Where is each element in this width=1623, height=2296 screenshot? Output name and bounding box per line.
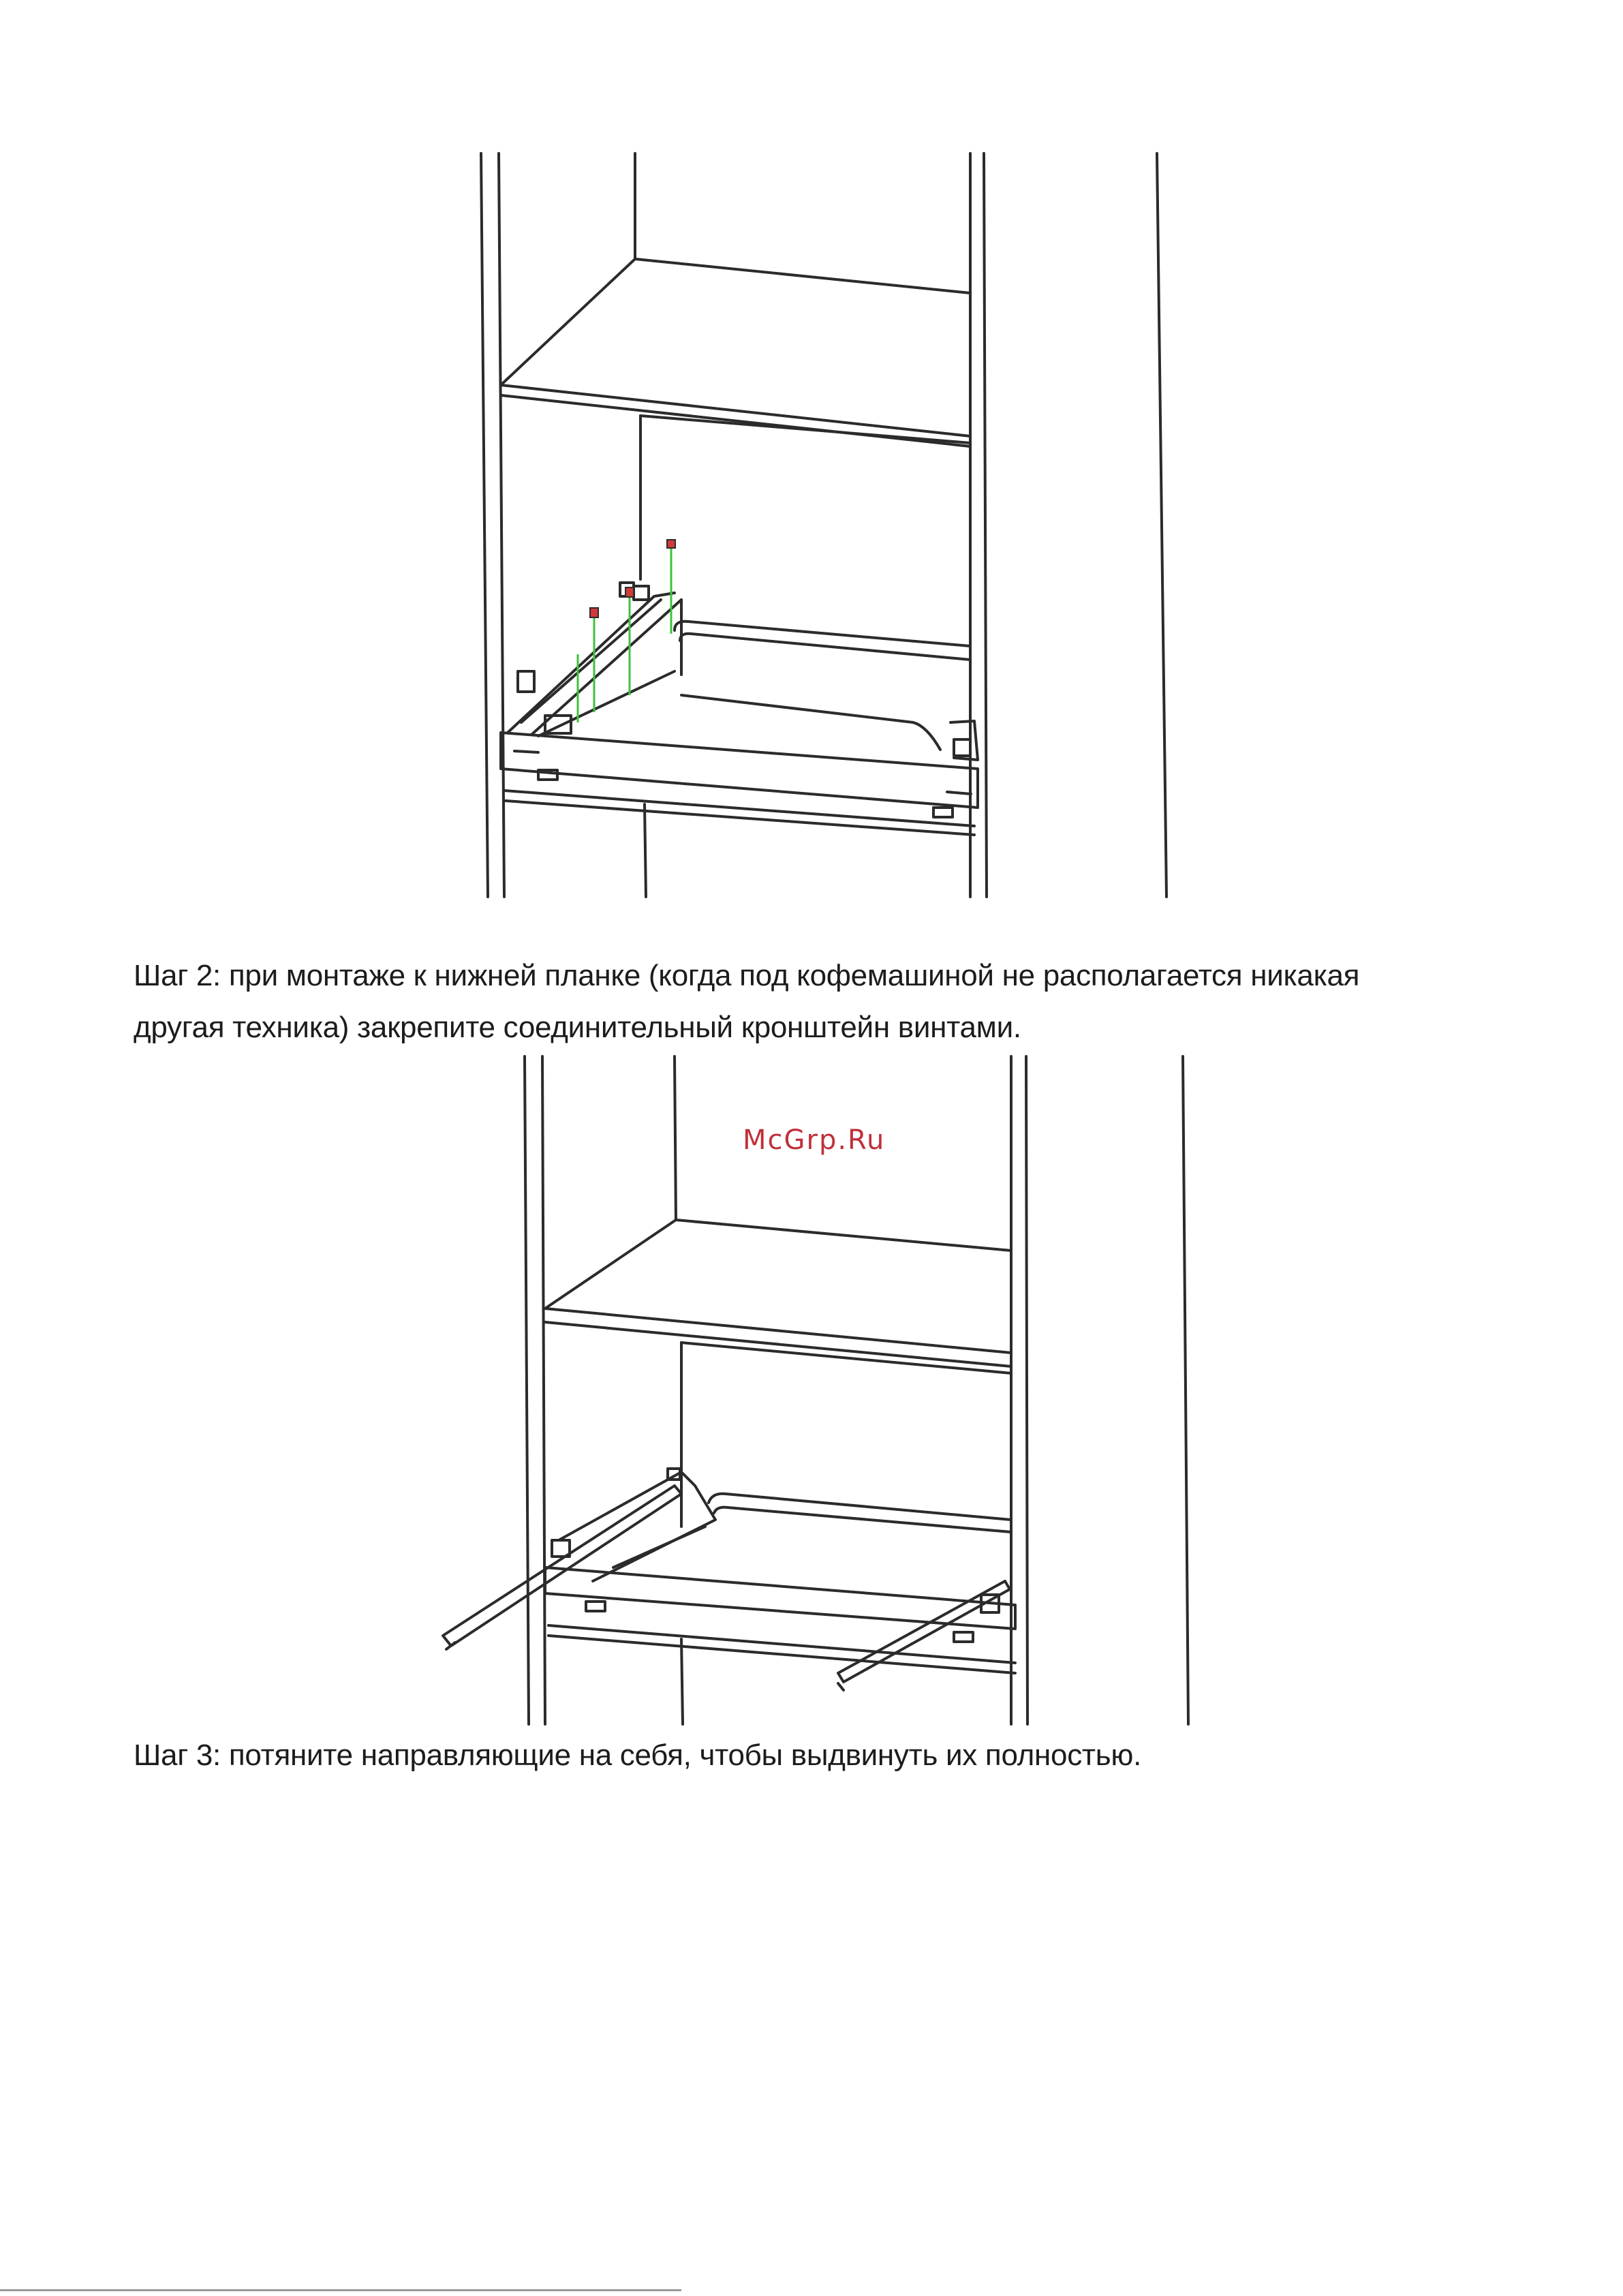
step-2-line-1: Шаг 2: при монтаже к нижней планке (когда под кофемашиной не располагается никакая	[134, 959, 1360, 992]
figure-step2-bracket-screws	[0, 0, 1623, 906]
step-3-line-1: Шаг 3: потяните направляющие на себя, чтобы выдвинуть их полностью.	[134, 1739, 1141, 1772]
footer-rule	[0, 2289, 681, 2291]
cabinet-drawing-1	[0, 0, 1623, 906]
step-2-instruction	[134, 950, 1537, 1054]
watermark: McGrp.Ru	[743, 1124, 886, 1156]
step-3-instruction	[134, 1730, 1537, 1781]
step-2-line-2: другая техника) закрепите соединительный кронштейн винтами.	[134, 1011, 1021, 1044]
